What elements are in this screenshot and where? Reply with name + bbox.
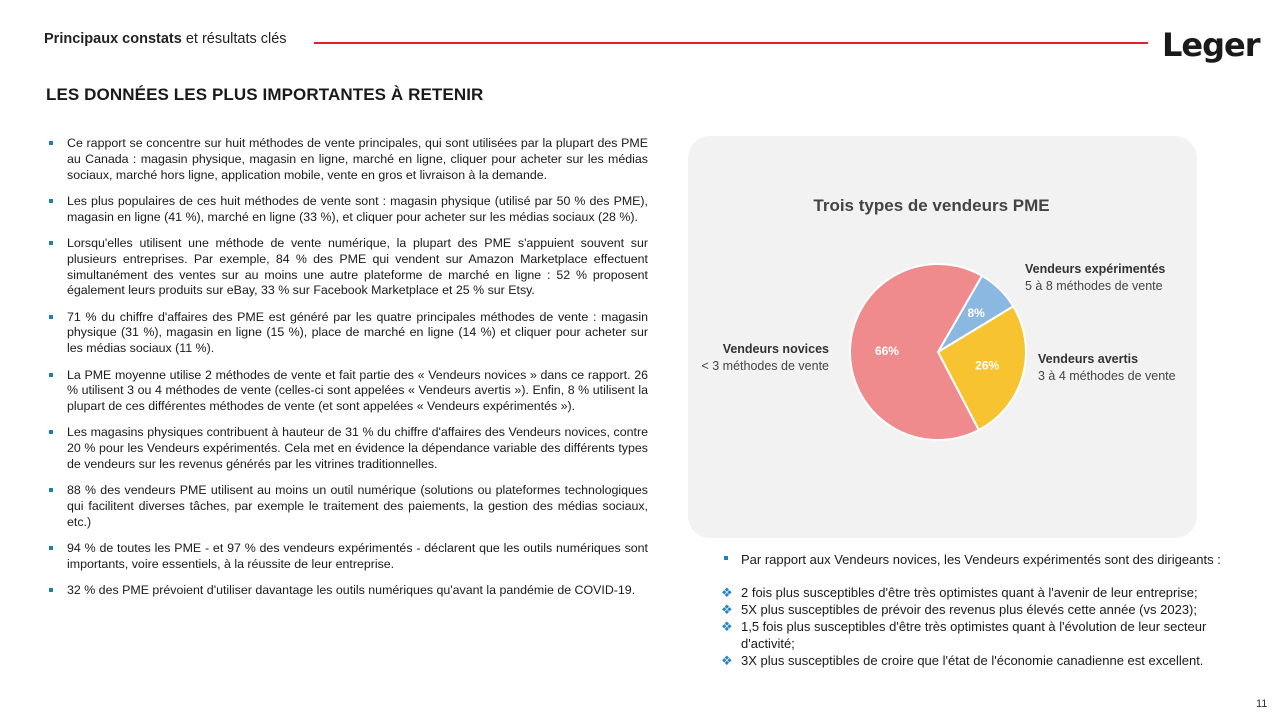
pie-chart: [848, 262, 1028, 442]
list-item-text: 1,5 fois plus susceptibles d'être très optimistes quant à l'évolution de leur secteur d'activité;: [741, 619, 1207, 651]
list-item: [48, 483, 648, 530]
bullet-square-icon: [49, 430, 53, 434]
section-title: LES DONNÉES LES PLUS IMPORTANTES À RETENIR: [46, 85, 484, 104]
list-item-text: La PME moyenne utilise 2 méthodes de vente et fait partie des « Vendeurs novices » dans ce rapport. 26 % utilisent 3 ou 4 méthodes de vente (celles-ci sont appelées « Vendeurs avertis »). Enfin, 8 % utilisent la plupart de ces différentes méthodes de vente (et sont appelées « Vendeurs expérimentés »).: [67, 367, 648, 414]
page-number: 11: [1256, 698, 1268, 710]
header-divider: [314, 42, 1148, 44]
bullet-square-icon: [49, 241, 53, 245]
header-title: [44, 31, 287, 47]
list-item: [721, 601, 1254, 618]
pie-data-label-1: 26%: [975, 358, 1000, 373]
pie-data-label-0: 8%: [967, 306, 985, 321]
legend-vendeurs-experimentes: [1025, 261, 1165, 295]
list-item-text: Les plus populaires de ces huit méthodes de vente sont : magasin physique (utilisé par 50 % des PME), magasin en ligne (41 %), marché en ligne (33 %), et cliquer pour acheter sur les médias sociaux (28 %).: [67, 193, 648, 224]
bullet-square-icon: [49, 546, 53, 550]
diamond-bullet-icon: ❖: [721, 585, 733, 600]
diamond-bullet-icon: ❖: [721, 619, 733, 634]
list-item: [48, 310, 648, 357]
list-item-text: Les magasins physiques contribuent à hauteur de 31 % du chiffre d'affaires des Vendeurs novices, contre 20 % pour les Vendeurs expérimentés. Cela met en évidence la dépendance variable des différents types de vendeurs sur les revenus générés par les vitrines traditionnelles.: [67, 425, 648, 472]
list-item: [48, 368, 648, 415]
list-item: [48, 236, 648, 299]
pie-data-label-2: 66%: [874, 343, 899, 358]
list-item-text: Ce rapport se concentre sur huit méthodes de vente principales, qui sont utilisées par la plupart des PME au Canada : magasin physique, magasin en ligne, marché en ligne, cliquer pour acheter sur les médias sociaux, marché hors ligne, application mobile, vente en gros et livraison à la demande.: [67, 136, 648, 182]
list-item-text: Lorsqu'elles utilisent une méthode de vente numérique, la plupart des PME s'appuient souvent sur plusieurs entreprises. Par exemple, 84 % des PME qui vendent sur Amazon Marketplace effectuent simultanément des ventes sur au moins une autre plateforme de marché en ligne : 52 % proposent également leurs produits sur eBay, 33 % sur Facebook Marketplace et 25 % sur Etsy.: [67, 235, 648, 298]
legend-vendeurs-novices: [680, 341, 829, 375]
diamond-bullet-icon: ❖: [721, 602, 733, 617]
list-item-text: 5X plus susceptibles de prévoir des revenus plus élevés cette année (vs 2023);: [741, 602, 1197, 617]
list-item-text: 32 % des PME prévoient d'utiliser davantage les outils numériques qu'avant la pandémie de COVID-19.: [67, 583, 636, 598]
list-item: [724, 551, 1254, 568]
list-item: [48, 583, 648, 599]
bullet-square-icon: [49, 199, 53, 203]
list-item-text: 2 fois plus susceptibles d'être très optimistes quant à l'avenir de leur entreprise;: [741, 585, 1198, 600]
list-item-text: 3X plus susceptibles de croire que l'état de l'économie canadienne est excellent.: [741, 653, 1204, 668]
legend-vendeurs-avertis: [1038, 351, 1176, 385]
bullet-square-icon: [49, 588, 53, 592]
legend-name: Vendeurs novices: [722, 342, 829, 356]
list-item: [721, 584, 1254, 601]
legend-description: < 3 méthodes de vente: [701, 359, 829, 373]
list-item: [48, 194, 648, 226]
bullet-square-icon: [724, 556, 728, 560]
diamond-bullet-icon: ❖: [721, 653, 733, 668]
bullet-square-icon: [49, 373, 53, 377]
bullet-square-icon: [49, 141, 53, 145]
leger-logo: [1162, 26, 1260, 80]
list-item-text: 94 % de toutes les PME - et 97 % des vendeurs expérimentés - déclarent que les outils numériques sont importants, voire essentiels, à la réussite de leur entreprise.: [67, 541, 648, 572]
list-item: [48, 541, 648, 573]
chart-title: Trois types de vendeurs PME: [813, 196, 1050, 215]
header-title-bold: Principaux constats: [44, 31, 182, 47]
header-title-rest: et résultats clés: [181, 31, 287, 47]
list-item: [48, 136, 648, 183]
legend-name: Vendeurs avertis: [1038, 352, 1139, 366]
legend-name: Vendeurs expérimentés: [1025, 262, 1166, 276]
legend-description: 3 à 4 méthodes de vente: [1038, 369, 1176, 383]
list-item: [721, 618, 1254, 652]
list-item-text: 88 % des vendeurs PME utilisent au moins un outil numérique (solutions ou plateformes technologiques qui facilitent diverses tâches, par exemple le traitement des paiements, la gestion des médias sociaux, etc.): [67, 483, 648, 529]
bullet-square-icon: [49, 488, 53, 492]
list-item: [48, 425, 648, 472]
legend-description: 5 à 8 méthodes de vente: [1025, 279, 1163, 293]
list-item: [721, 652, 1254, 669]
list-item-text: 71 % du chiffre d'affaires des PME est généré par les quatre principales méthodes de vente : magasin physique (31 %), magasin en ligne (15 %), place de marché en ligne (14 %) et cliquer pour acheter sur les médias sociaux (11 %).: [67, 309, 648, 356]
key-findings-list: [48, 136, 648, 610]
bullet-square-icon: [49, 315, 53, 319]
comparison-list: [721, 551, 1254, 669]
list-item-text: Par rapport aux Vendeurs novices, les Vendeurs expérimentés sont des dirigeants :: [741, 552, 1221, 567]
logo-text: Leger: [1162, 26, 1260, 64]
